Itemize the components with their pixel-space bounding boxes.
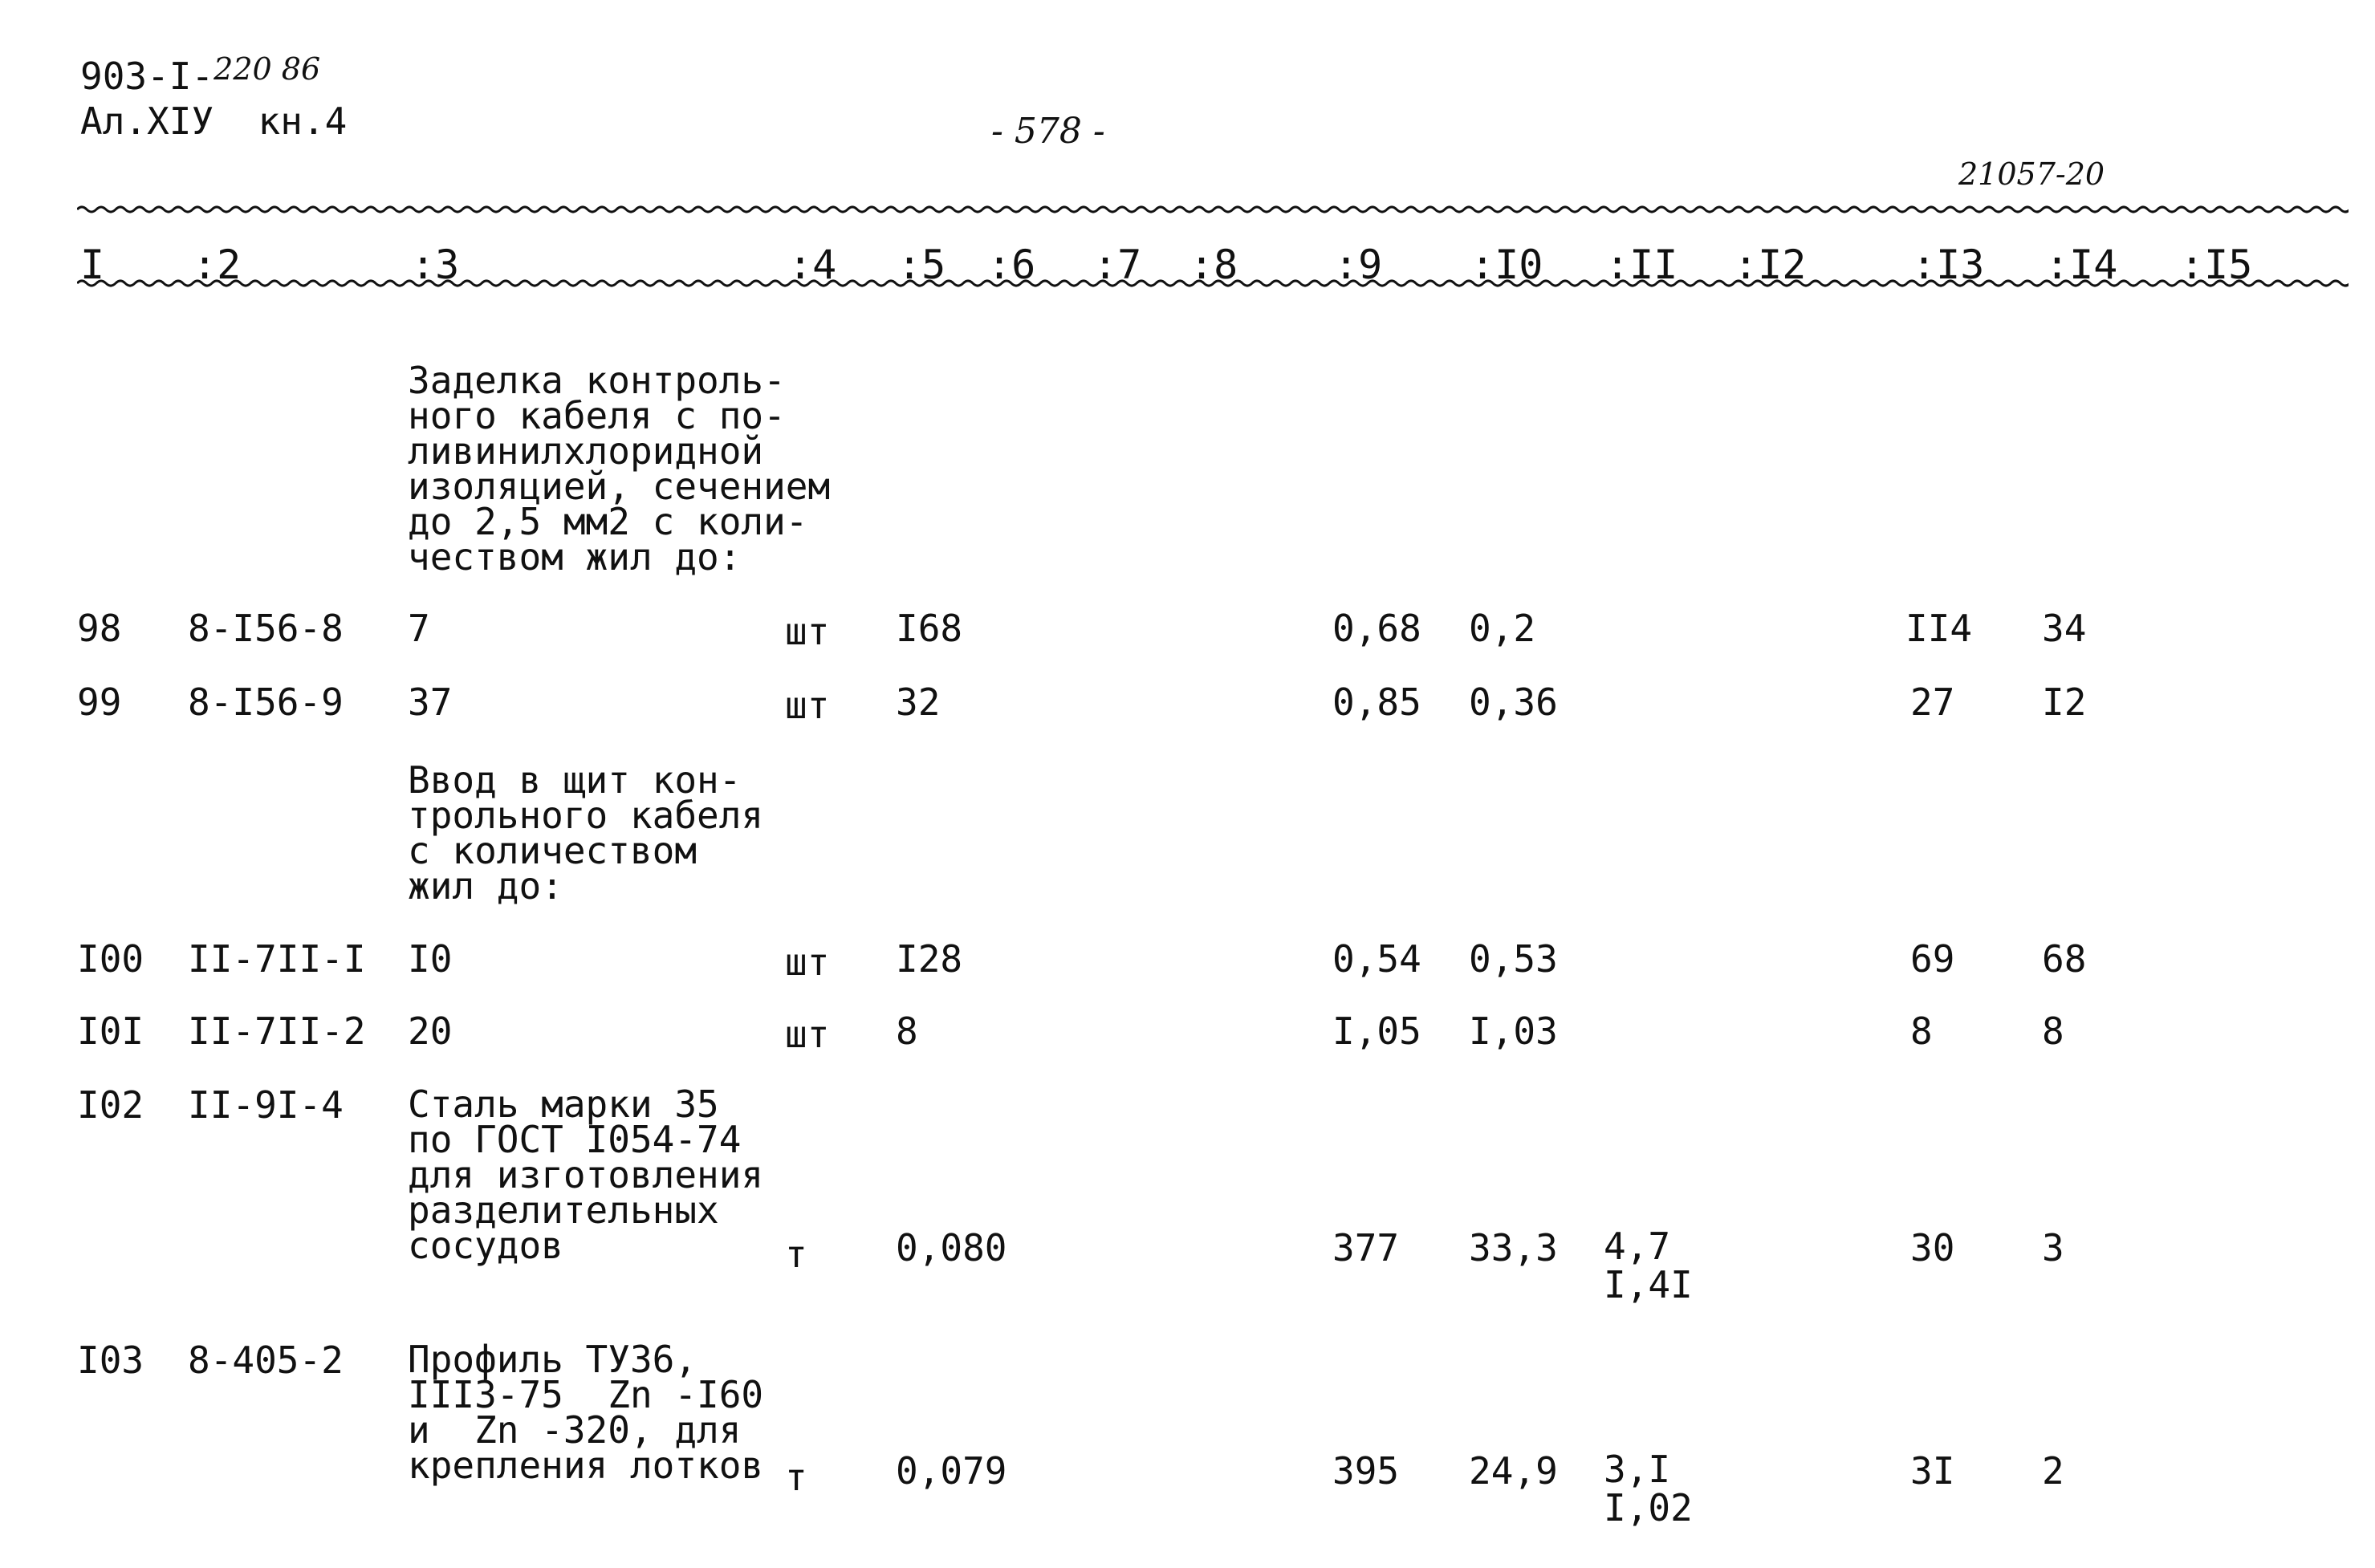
row-col13: 3I <box>1910 1449 1955 1493</box>
row-col13: 30 <box>1910 1226 1955 1269</box>
column-header-3: :3 <box>411 242 460 288</box>
row-col14: 8 <box>2042 1009 2064 1053</box>
row-code: II-7II-I <box>188 937 366 981</box>
row-col9: 0,85 <box>1332 680 1421 724</box>
row-col14: 68 <box>2042 937 2087 981</box>
doc-code-handwritten: 220 86 <box>214 51 321 87</box>
row-col10: I,03 <box>1469 1009 1558 1053</box>
row-col9: I,05 <box>1332 1009 1421 1053</box>
row-description: 20 <box>408 1009 453 1053</box>
column-header-12: :I2 <box>1734 242 1807 288</box>
row-col14: 34 <box>2042 607 2087 650</box>
row-col10: 0,36 <box>1469 680 1558 724</box>
header-rule-top <box>77 204 2349 215</box>
row-quantity: I68 <box>896 607 963 650</box>
row-unit: т <box>785 1456 807 1499</box>
row-col11-upper: 4,7 <box>1604 1225 1671 1268</box>
column-header-6: :6 <box>987 242 1036 288</box>
row-col13: II4 <box>1905 607 1973 650</box>
column-header-4: :4 <box>788 242 837 288</box>
row-quantity: 0,079 <box>896 1449 1007 1493</box>
row-col9: 395 <box>1332 1449 1400 1493</box>
row-description: I0 <box>408 937 453 981</box>
row-description: 37 <box>408 680 453 724</box>
doc-code-printed: 903-I- <box>80 55 214 98</box>
row-number: 99 <box>77 680 122 724</box>
row-col14: I2 <box>2042 680 2087 724</box>
row-quantity: 0,080 <box>896 1226 1007 1269</box>
row-col9: 377 <box>1332 1226 1400 1269</box>
section-heading-cable-termination: Заделка контроль- ного кабеля с по- ливинилхлоридной изоляцией, сечением до 2,5 мм2 с коли- чеством жил до: <box>408 359 831 579</box>
row-col11-lower: I,4I <box>1604 1263 1693 1306</box>
row-unit: шт <box>785 940 830 984</box>
row-col13: 27 <box>1910 680 1955 724</box>
column-header-2: :2 <box>193 242 242 288</box>
doc-code <box>80 51 321 98</box>
album-book: Ал.XIУ кн.4 <box>80 100 348 143</box>
row-code: 8-I56-9 <box>188 680 344 724</box>
row-col10: 33,3 <box>1469 1226 1558 1269</box>
row-col9: 0,68 <box>1332 607 1421 650</box>
row-description: 7 <box>408 607 430 650</box>
column-header-1: I <box>80 242 105 288</box>
section-heading-panel-entry: Ввод в щит кон- трольного кабеля с количеством жил до: <box>408 758 764 908</box>
column-header-15: :I5 <box>2180 242 2253 288</box>
row-col13: 8 <box>1910 1009 1933 1053</box>
row-quantity: 8 <box>896 1009 918 1053</box>
row-code: 8-405-2 <box>188 1338 344 1382</box>
row-description: Профиль ТУ36, III3-75 Zn -I60 и Zn -320, для крепления лотков <box>408 1338 764 1487</box>
row-col11-upper: 3,I <box>1604 1448 1671 1491</box>
document-number: 21057-20 <box>1958 156 2105 192</box>
row-unit: шт <box>785 684 830 727</box>
row-quantity: 32 <box>896 680 941 724</box>
column-header-14: :I4 <box>2045 242 2118 288</box>
row-code: II-7II-2 <box>188 1009 366 1053</box>
column-header-11: :II <box>1605 242 1678 288</box>
row-code: II-9I-4 <box>188 1083 344 1127</box>
row-unit: шт <box>785 610 830 653</box>
row-col11-lower: I,02 <box>1604 1486 1693 1529</box>
column-header-13: :I3 <box>1912 242 1985 288</box>
row-col14: 2 <box>2042 1449 2064 1493</box>
row-number: I00 <box>77 937 144 981</box>
row-number: I03 <box>77 1338 144 1382</box>
row-quantity: I28 <box>896 937 963 981</box>
row-col14: 3 <box>2042 1226 2064 1269</box>
row-number: I0I <box>77 1009 144 1053</box>
row-unit: шт <box>785 1013 830 1056</box>
row-col10: 0,53 <box>1469 937 1558 981</box>
row-col10: 0,2 <box>1469 607 1536 650</box>
column-header-7: :7 <box>1093 242 1142 288</box>
row-number: 98 <box>77 607 122 650</box>
row-description: Сталь марки 35 по ГОСТ I054-74 для изготовления разделительных сосудов <box>408 1083 764 1267</box>
page-number: - 578 - <box>991 111 1105 152</box>
column-header-8: :8 <box>1190 242 1238 288</box>
row-code: 8-I56-8 <box>188 607 344 650</box>
column-header-9: :9 <box>1334 242 1383 288</box>
row-number: I02 <box>77 1083 144 1127</box>
column-header-10: :I0 <box>1470 242 1543 288</box>
row-col9: 0,54 <box>1332 937 1421 981</box>
row-unit: т <box>785 1233 807 1276</box>
row-col10: 24,9 <box>1469 1449 1558 1493</box>
column-header-5: :5 <box>897 242 946 288</box>
row-col13: 69 <box>1910 937 1955 981</box>
